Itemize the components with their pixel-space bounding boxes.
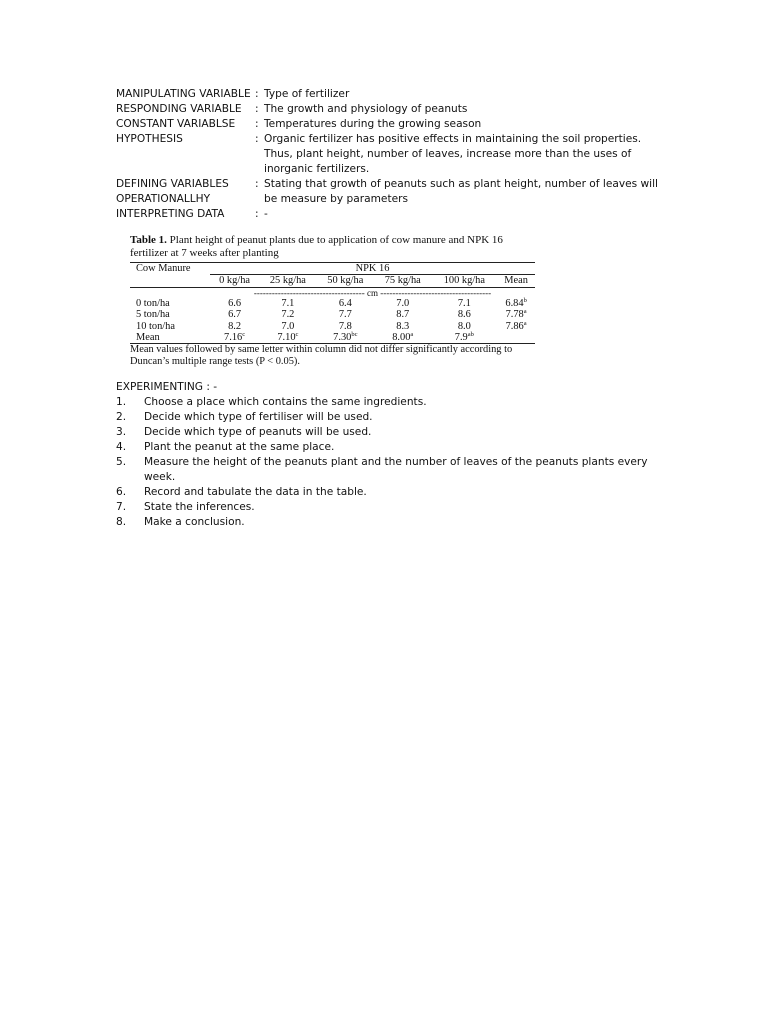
table-row	[130, 321, 535, 332]
table-cell	[374, 309, 431, 320]
variable-label: MANIPULATING VARIABLE	[116, 88, 251, 100]
cell-value: 6.6	[228, 297, 242, 309]
column-header: 0 kg/ha	[210, 275, 259, 287]
cell-value: 7.78	[505, 309, 524, 321]
table-footnote: Mean values followed by same letter within column did not differ significantly according to Duncan’s multiple range tests (P < 0.05).	[130, 344, 513, 367]
variable-colon	[255, 192, 264, 207]
table-cell	[210, 309, 259, 320]
significance-letter: a	[523, 308, 527, 316]
table-cell	[259, 321, 316, 332]
data-table	[130, 262, 535, 344]
significance-letter: a	[410, 331, 414, 339]
step-number: 1.	[116, 396, 127, 408]
step-text: State the inferences.	[144, 501, 255, 513]
step-text: Decide which type of peanuts will be used.	[144, 426, 372, 438]
table-cell	[431, 298, 497, 309]
table-cell	[374, 298, 431, 309]
table-cell	[431, 309, 497, 320]
variable-colon: :	[255, 103, 259, 115]
cell-value: 8.00	[392, 332, 411, 344]
step-item	[116, 500, 656, 515]
variable-colon: :	[255, 118, 259, 130]
table-row	[130, 309, 535, 320]
variable-colon: :	[255, 133, 259, 145]
variable-row	[116, 117, 661, 132]
table-cell	[259, 309, 316, 320]
cell-value: 7.8	[338, 320, 352, 332]
variable-value: Organic fertilizer has positive effects in maintaining the soil properties. Thus, plant height, number of leaves, increase more than the uses of inorganic fertilizers.	[264, 133, 642, 175]
table-caption	[130, 234, 535, 259]
table-cell	[317, 298, 374, 309]
table-cell	[431, 321, 497, 332]
column-header-row	[130, 275, 535, 287]
step-item	[116, 410, 656, 425]
variable-colon: :	[255, 88, 259, 100]
cell-value: 7.16	[224, 332, 243, 344]
table-caption-label: Table 1.	[130, 234, 167, 246]
table-cell	[497, 309, 535, 320]
cell-value: 7.9	[454, 332, 468, 344]
step-number: 7.	[116, 501, 127, 513]
variable-row	[116, 207, 661, 222]
steps-list	[116, 395, 656, 530]
variables-section	[116, 87, 661, 222]
step-number: 4.	[116, 441, 127, 453]
step-text: Record and tabulate the data in the table.	[144, 486, 367, 498]
step-number: 3.	[116, 426, 127, 438]
column-header: 100 kg/ha	[431, 275, 497, 287]
variable-row	[116, 102, 661, 117]
group-header: NPK 16	[210, 263, 535, 275]
significance-letter: c	[295, 331, 299, 339]
table-group-header-row	[130, 263, 535, 275]
table-cell	[259, 298, 316, 309]
row-header: Cow Manure	[130, 263, 210, 275]
variable-row	[116, 132, 661, 177]
cell-value: 7.7	[338, 309, 352, 321]
step-number: 6.	[116, 486, 127, 498]
column-header: 50 kg/ha	[317, 275, 374, 287]
column-header: 75 kg/ha	[374, 275, 431, 287]
cell-value: 7.2	[281, 309, 295, 321]
table-cell	[497, 332, 535, 344]
cell-value: 7.1	[281, 297, 295, 309]
table-cell	[317, 332, 374, 344]
cell-value: 8.3	[396, 320, 410, 332]
column-header-spacer	[130, 275, 210, 287]
variable-value: Temperatures during the growing season	[264, 118, 482, 130]
table-cell	[497, 321, 535, 332]
significance-letter: ab	[467, 331, 474, 339]
significance-letter: b	[523, 296, 527, 304]
table-cell	[374, 321, 431, 332]
variable-label: HYPOTHESIS	[116, 133, 183, 145]
step-text: Choose a place which contains the same ingredients.	[144, 396, 427, 408]
variable-label: INTERPRETING DATA	[116, 208, 225, 220]
row-label: 5 ton/ha	[136, 309, 170, 321]
variable-label: OPERATIONALLHY	[116, 193, 211, 205]
step-text: Plant the peanut at the same place.	[144, 441, 335, 453]
table-figure	[130, 234, 535, 367]
variable-value: -	[264, 208, 268, 220]
table-cell	[259, 332, 316, 344]
row-label: 0 ton/ha	[136, 297, 170, 309]
table-cell	[210, 332, 259, 344]
unit-line: ------------------------------------- cm -------------------------------------	[253, 287, 492, 298]
table-cell	[317, 309, 374, 320]
significance-letter: c	[242, 331, 246, 339]
variable-value: Type of fertilizer	[264, 88, 350, 100]
table-cell	[210, 321, 259, 332]
variable-row	[116, 177, 661, 192]
significance-letter: a	[523, 319, 527, 327]
step-item	[116, 485, 656, 500]
step-item	[116, 515, 656, 530]
cell-value: 8.0	[457, 320, 471, 332]
cell-value: 8.7	[396, 309, 410, 321]
step-text: Make a conclusion.	[144, 516, 245, 528]
unit-spacer	[130, 287, 210, 298]
variable-label: CONSTANT VARIABLSE	[116, 118, 236, 130]
step-item	[116, 455, 656, 485]
step-item	[116, 440, 656, 455]
variable-value: Stating that growth of peanuts such as plant height, number of leaves will	[264, 178, 658, 190]
variable-label: RESPONDING VARIABLE	[116, 103, 242, 115]
row-label: Mean	[130, 332, 210, 344]
table-cell	[210, 298, 259, 309]
variable-value: be measure by parameters	[264, 193, 408, 205]
variable-colon: :	[255, 208, 259, 220]
cell-value: 7.0	[396, 297, 410, 309]
cell-value: 6.7	[228, 309, 242, 321]
significance-letter: bc	[351, 331, 358, 339]
experimenting-section	[116, 380, 656, 530]
cell-value: 6.84	[505, 297, 524, 309]
cell-value: 7.86	[505, 320, 524, 332]
table-cell	[374, 332, 431, 344]
row-label: 10 ton/ha	[136, 320, 175, 332]
column-header: Mean	[497, 275, 535, 287]
cell-value: 8.2	[228, 320, 242, 332]
cell-value: 7.30	[333, 332, 352, 344]
table-row	[130, 298, 535, 309]
step-text: Decide which type of fertiliser will be used.	[144, 411, 373, 423]
step-number: 2.	[116, 411, 127, 423]
variable-label: DEFINING VARIABLES	[116, 178, 229, 190]
table-cell	[317, 321, 374, 332]
step-text: Measure the height of the peanuts plant and the number of leaves of the peanuts plants every week.	[144, 456, 648, 483]
cell-value: 6.4	[338, 297, 352, 309]
experimenting-heading: EXPERIMENTING : -	[116, 381, 218, 393]
column-header: 25 kg/ha	[259, 275, 316, 287]
variable-value: The growth and physiology of peanuts	[264, 103, 468, 115]
step-item	[116, 425, 656, 440]
cell-value: 8.6	[457, 309, 471, 321]
cell-value: 7.0	[281, 320, 295, 332]
variable-row	[116, 87, 661, 102]
cell-value: 7.10	[277, 332, 296, 344]
unit-row	[130, 287, 535, 298]
table-cell	[431, 332, 497, 344]
table-cell	[497, 298, 535, 309]
cell-value: 7.1	[457, 297, 471, 309]
step-item	[116, 395, 656, 410]
variable-row	[116, 192, 661, 207]
table-row	[130, 332, 535, 344]
variable-colon: :	[255, 178, 259, 190]
step-number: 8.	[116, 516, 127, 528]
table-caption-text: Plant height of peanut plants due to application of cow manure and NPK 16 fertilizer at 7 weeks after planting	[130, 234, 503, 259]
step-number: 5.	[116, 456, 127, 468]
